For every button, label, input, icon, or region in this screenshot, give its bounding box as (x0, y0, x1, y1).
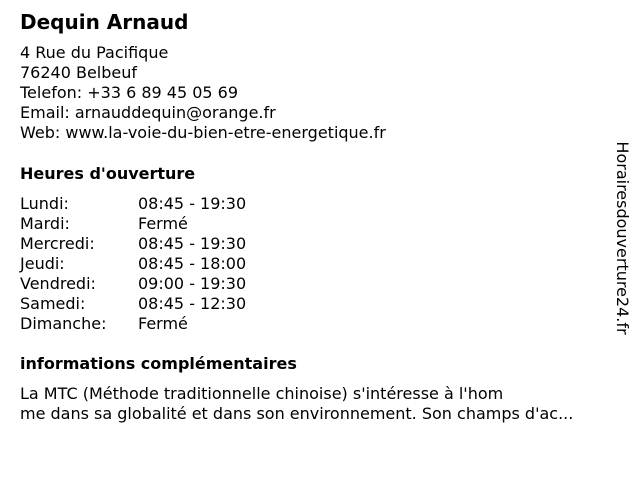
hours-row-sunday (20, 314, 320, 334)
time-range: 08:45 - 19:30 (138, 194, 247, 213)
opening-hours-heading: Heures d'ouverture (20, 164, 196, 183)
info-line-2: me dans sa globalité et dans son environnement. Son champs d'ac... (20, 404, 574, 423)
day-label: Samedi: (20, 294, 86, 313)
time-range: Fermé (138, 214, 188, 233)
hours-row-saturday (20, 294, 320, 314)
hours-row-thursday (20, 254, 320, 274)
hours-row-monday (20, 194, 320, 214)
contact-block (20, 43, 386, 143)
source-watermark: Horairesdouverture24.fr (613, 141, 632, 335)
day-label: Mercredi: (20, 234, 95, 253)
time-range: 08:45 - 18:00 (138, 254, 247, 273)
info-line-1: La MTC (Méthode traditionnelle chinoise) s'intéresse à l'hom (20, 384, 504, 403)
phone-number: Telefon: +33 6 89 45 05 69 (20, 83, 239, 102)
time-range: 08:45 - 19:30 (138, 234, 247, 253)
website: Web: www.la-voie-du-bien-etre-energetique.fr (20, 123, 386, 142)
day-label: Jeudi: (20, 254, 65, 273)
day-label: Lundi: (20, 194, 69, 213)
time-range: 09:00 - 19:30 (138, 274, 247, 293)
day-label: Mardi: (20, 214, 70, 233)
address-city: 76240 Belbeuf (20, 63, 138, 82)
business-name: Dequin Arnaud (20, 10, 189, 34)
hours-row-friday (20, 274, 320, 294)
day-label: Vendredi: (20, 274, 96, 293)
hours-row-tuesday (20, 214, 320, 234)
email-address: Email: arnauddequin@orange.fr (20, 103, 276, 122)
additional-info-heading: informations complémentaires (20, 354, 297, 373)
address-street: 4 Rue du Pacifique (20, 43, 169, 62)
hours-row-wednesday (20, 234, 320, 254)
time-range: 08:45 - 12:30 (138, 294, 247, 313)
time-range: Fermé (138, 314, 188, 333)
additional-info-text (20, 384, 625, 424)
opening-hours-table (20, 194, 320, 334)
day-label: Dimanche: (20, 314, 107, 333)
